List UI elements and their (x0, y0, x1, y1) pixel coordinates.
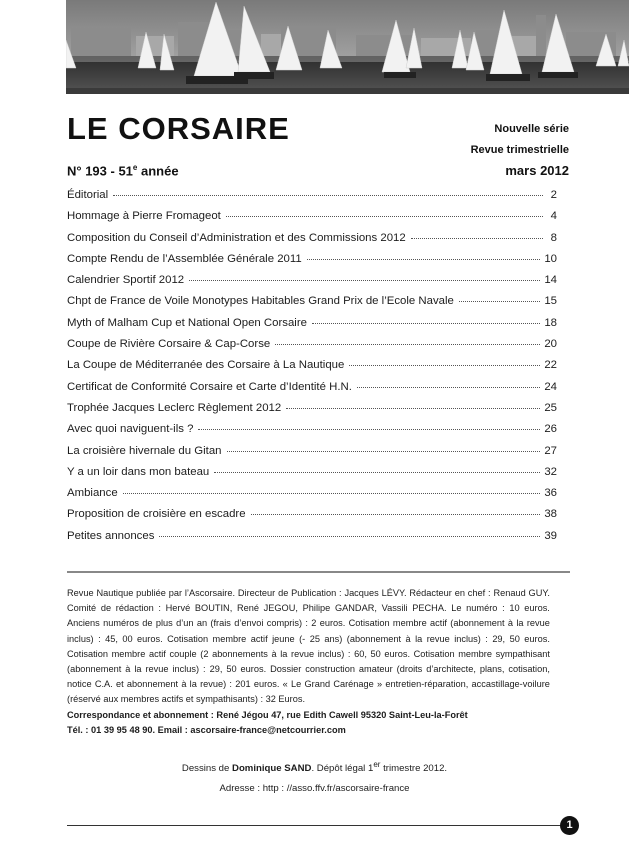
toc-entry (67, 381, 557, 402)
issue-date: mars 2012 (505, 163, 569, 178)
toc-leader-dots (459, 300, 540, 302)
toc-leader-dots (227, 450, 541, 452)
toc-entry-title: Coupe de Rivière Corsaire & Cap-Corse (67, 338, 271, 351)
toc-entry (67, 317, 557, 338)
toc-leader-dots (411, 237, 543, 239)
toc-entry-page: 25 (544, 401, 557, 414)
toc-leader-dots (312, 322, 540, 324)
table-of-contents (67, 189, 557, 551)
toc-entry-title: Petites annonces (67, 529, 155, 542)
toc-entry-title: La croisière hivernale du Gitan (67, 444, 222, 457)
toc-entry-title: Ambiance (67, 487, 118, 500)
toc-leader-dots (159, 535, 540, 537)
toc-entry-page: 22 (544, 359, 557, 372)
publication-info (67, 586, 550, 738)
toc-entry (67, 210, 557, 231)
toc-entry-title: Calendrier Sportif 2012 (67, 274, 185, 287)
toc-leader-dots (357, 386, 540, 388)
toc-leader-dots (198, 428, 540, 430)
series-info (471, 119, 569, 161)
toc-entry (67, 359, 557, 380)
toc-entry-title: Composition du Conseil d’Administration et des Commissions 2012 (67, 231, 406, 244)
toc-entry-page: 36 (544, 487, 557, 500)
divider-rule (67, 571, 570, 573)
toc-leader-dots (113, 194, 543, 196)
contact-text: Tél. : 01 39 95 48 90. Email : ascorsaire-france@netcourrier.com (67, 724, 346, 736)
toc-entry-page: 15 (544, 295, 557, 308)
toc-leader-dots (286, 407, 540, 409)
issue-sup: e (132, 163, 138, 172)
toc-entry (67, 487, 557, 508)
toc-entry (67, 402, 557, 423)
toc-entry (67, 445, 557, 466)
website-address: Adresse : http : //asso.ffv.fr/ascorsaire-france (219, 783, 410, 794)
credits-prefix: Dessins de (181, 763, 233, 775)
magazine-title: LE CORSAIRE (67, 111, 290, 146)
toc-entry-page: 18 (544, 316, 557, 329)
toc-entry-page: 27 (544, 444, 557, 457)
toc-entry-title: Certificat de Conformité Corsaire et Carte d’Identité H.N. (67, 380, 352, 393)
toc-entry (67, 508, 557, 529)
toc-entry-page: 10 (544, 252, 557, 265)
toc-leader-dots (251, 513, 541, 515)
toc-leader-dots (189, 279, 540, 281)
toc-entry (67, 274, 557, 295)
correspondance-line (67, 708, 550, 723)
toc-leader-dots (226, 215, 543, 217)
issue-prefix: N° 193 - 51 (67, 163, 133, 179)
issue-number (67, 163, 179, 178)
footer-rule (67, 825, 567, 826)
issue-suffix: année (137, 163, 179, 179)
toc-entry-title: Y a un loir dans mon bateau (67, 465, 210, 478)
toc-entry-page: 4 (550, 210, 557, 223)
toc-entry (67, 423, 557, 444)
toc-entry-page: 14 (544, 274, 557, 287)
toc-entry-title: Avec quoi naviguent-ils ? (67, 423, 194, 436)
toc-entry-title: Chpt de France de Voile Monotypes Habitables Grand Prix de l’Ecole Navale (67, 295, 454, 308)
info-body: Revue Nautique publiée par l’Ascorsaire. Directeur de Publication : Jacques LÉVY. Rédacteur en chef : Renaud GUY. Comité de rédaction : Hervé BOUTIN, René JEGOU, Philipe GANDAR, Vassili PECHA. Le numéro : 10 euros. Anciens numéros de plus d’un an (frais d’envoi compris) : 2 euros. Cotisation membre actif (abonnement à la revue inclus) : 45, 00 euros. Cotisation membre actif jeune (- 25 ans) (abonnement à la revue inclus) : 29, 50 euros. Cotisation membre actif couple (2 abonnements à la revue inclus) : 60, 50 euros. Cotisation membre sympathisant (abonnement à la revue inclus) : 29, 50 euros. Dossier construction amateur (droits d’architecte, plans, cotisation, notice C.A. et abonnement à la revue) : 201 euros. « Le Grand Carénage » entretien-réparation, accastillage-voilure (réservé aux membres actifs et sympathisants) : 32 Euros. (67, 588, 550, 706)
toc-entry (67, 338, 557, 359)
toc-entry (67, 253, 557, 274)
toc-entry-page: 39 (544, 529, 557, 542)
toc-entry-page: 26 (544, 423, 557, 436)
credits-suffix2: trimestre 2012. (380, 763, 448, 775)
sailboats-photo-icon (66, 0, 629, 94)
toc-entry-title: Trophée Jacques Leclerc Règlement 2012 (67, 401, 282, 414)
illustrator-name: Dominique SAND (232, 763, 312, 775)
toc-entry (67, 232, 557, 253)
correspondance-text: Correspondance et abonnement : René Jégou 47, rue Edith Cawell 95320 Saint-Leu-la-Forêt (67, 709, 468, 721)
toc-entry (67, 530, 557, 551)
toc-entry-page: 32 (544, 465, 557, 478)
toc-entry (67, 466, 557, 487)
toc-entry-title: La Coupe de Méditerranée des Corsaire à La Nautique (67, 359, 345, 372)
toc-leader-dots (214, 471, 540, 473)
toc-leader-dots (349, 364, 540, 366)
toc-entry-page: 2 (550, 189, 557, 201)
credits-line (0, 760, 629, 774)
toc-entry-title: Hommage à Pierre Fromageot (67, 210, 221, 223)
toc-entry-page: 24 (544, 380, 557, 393)
credits-sup: er (373, 760, 381, 769)
toc-leader-dots (123, 492, 541, 494)
toc-entry-title: Éditorial (67, 189, 109, 201)
contact-line (67, 723, 550, 738)
sailboats-photo (66, 0, 629, 94)
series-line: Nouvelle série (494, 123, 569, 135)
toc-entry (67, 295, 557, 316)
toc-entry-title: Compte Rendu de l’Assemblée Générale 2011 (67, 252, 302, 265)
toc-entry-page: 8 (550, 231, 557, 244)
toc-entry-title: Myth of Malham Cup et National Open Corsaire (67, 316, 307, 329)
toc-entry-page: 38 (544, 508, 557, 521)
periodicity-line: Revue trimestrielle (470, 144, 569, 156)
credits-suffix: . Dépôt légal 1 (311, 763, 374, 775)
toc-entry-page: 20 (544, 338, 557, 351)
page-number-badge: 1 (560, 816, 579, 835)
toc-leader-dots (275, 343, 540, 345)
toc-leader-dots (307, 258, 541, 260)
toc-entry (67, 189, 557, 210)
toc-entry-title: Proposition de croisière en escadre (67, 508, 246, 521)
